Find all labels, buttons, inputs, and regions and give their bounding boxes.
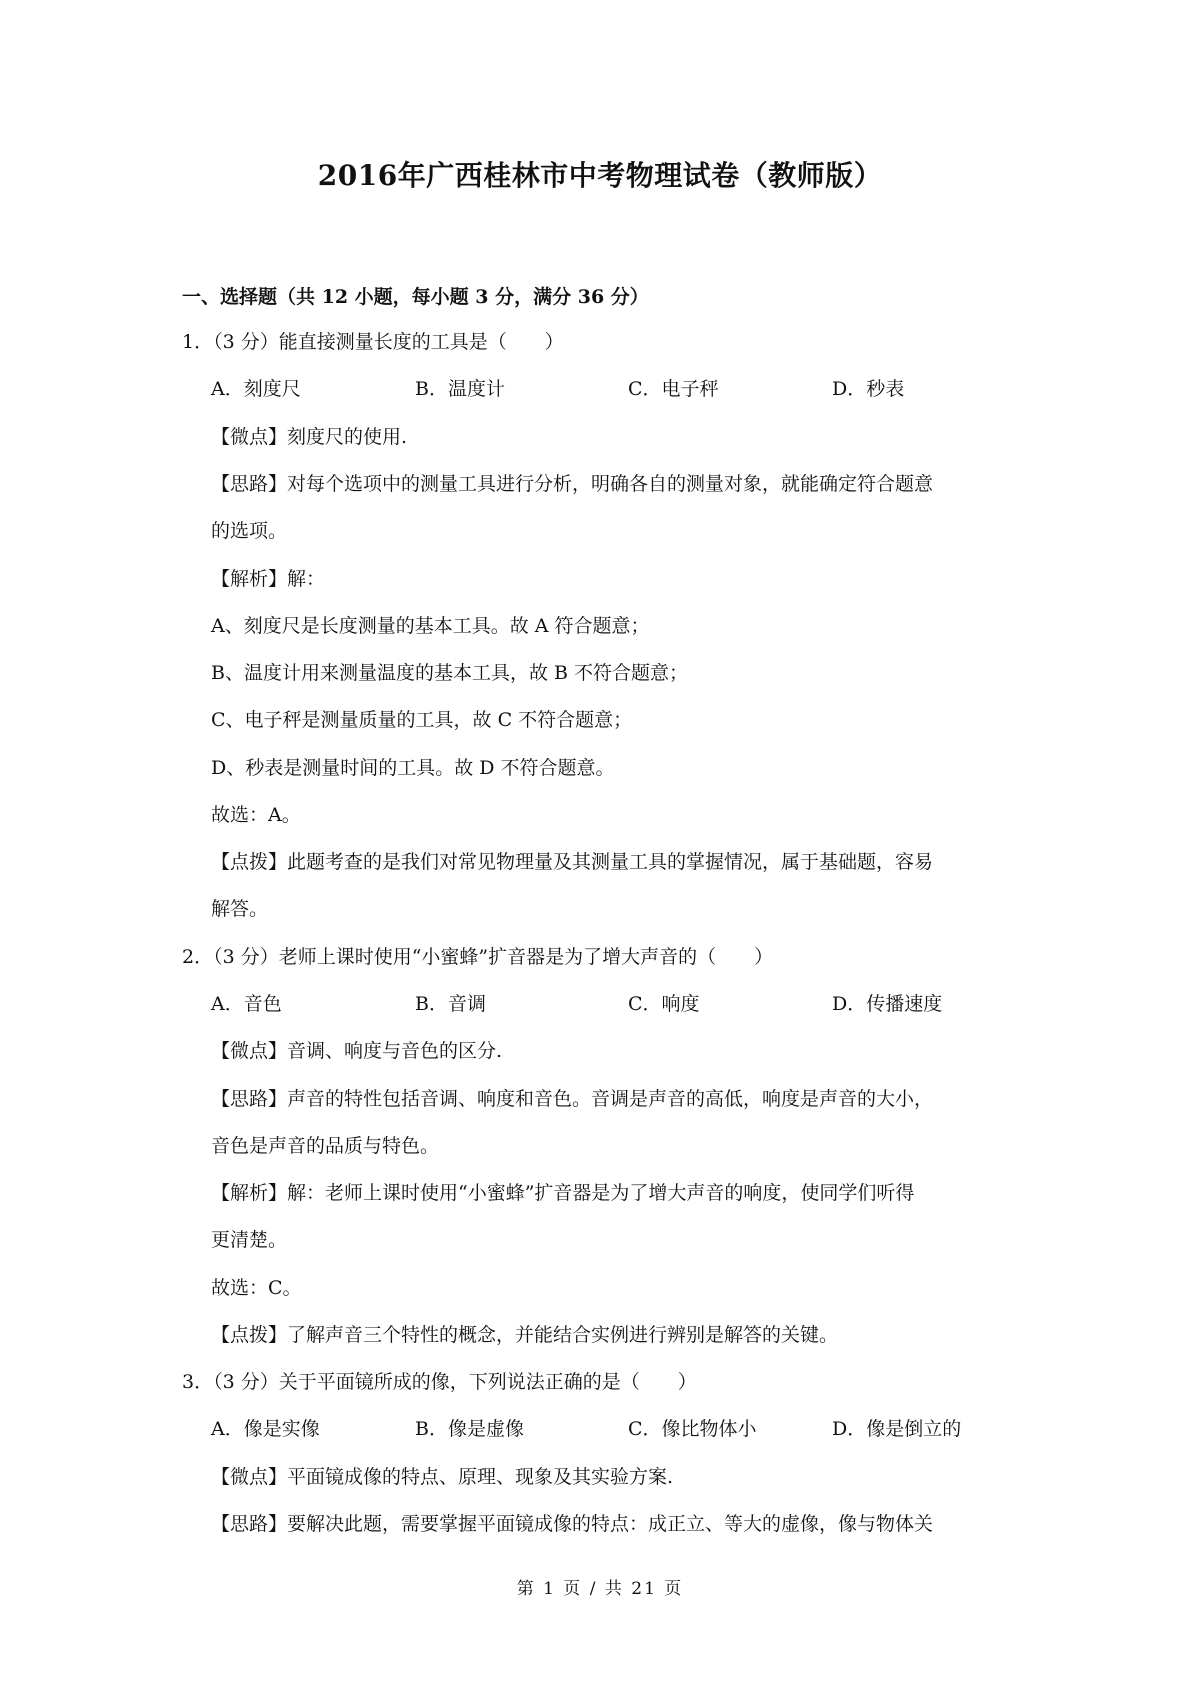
question-2-option-d: D．传播速度: [832, 993, 943, 1015]
question-3-silu-line-1: 【思路】要解决此题，需要掌握平面镜成像的特点：成正立、等大的虚像，像与物体关: [211, 1513, 934, 1535]
question-2-jiexi-line-2: 更清楚。: [211, 1229, 288, 1251]
question-2-silu-line-2: 音色是声音的品质与特色。: [211, 1135, 440, 1157]
question-3-option-c: C．像比物体小: [628, 1418, 757, 1440]
question-3-option-d: D．像是倒立的: [832, 1418, 962, 1440]
question-3-weidian: 【微点】平面镜成像的特点、原理、现象及其实验方案.: [211, 1466, 674, 1488]
question-1-jiexi-line-1: 【解析】解：: [211, 568, 326, 590]
question-1-silu-line-1: 【思路】对每个选项中的测量工具进行分析，明确各自的测量对象，就能确定符合题意: [211, 473, 934, 495]
question-1-silu-line-2: 的选项。: [211, 520, 288, 542]
question-1-dianbo-line-1: 【点拨】此题考查的是我们对常见物理量及其测量工具的掌握情况，属于基础题，容易: [211, 851, 934, 873]
question-1-option-c: C．电子秤: [628, 378, 719, 400]
document-title: 2016年广西桂林市中考物理试卷（教师版）: [317, 159, 883, 192]
question-1-jiexi-line-5: D、秒表是测量时间的工具。故 D 不符合题意。: [211, 757, 615, 779]
question-2-weidian: 【微点】音调、响度与音色的区分.: [211, 1040, 503, 1062]
question-1-option-d: D．秒表: [832, 378, 905, 400]
question-2-answer: 故选：C。: [211, 1277, 302, 1299]
question-2-option-c: C．响度: [628, 993, 700, 1015]
question-1-stem: 1．（3 分）能直接测量长度的工具是（ ）: [182, 331, 564, 353]
question-3-stem: 3．（3 分）关于平面镜所成的像，下列说法正确的是（ ）: [182, 1371, 697, 1393]
page-footer: 第 1 页 / 共 21 页: [516, 1579, 684, 1599]
question-1-jiexi-line-3: B、温度计用来测量温度的基本工具，故 B 不符合题意；: [211, 662, 689, 684]
question-1-option-a: A．刻度尺: [211, 378, 301, 400]
question-1-jiexi-line-4: C、电子秤是测量质量的工具，故 C 不符合题意；: [211, 709, 633, 731]
question-3-option-a: A．像是实像: [211, 1418, 320, 1440]
section-heading: 一、选择题（共 12 小题，每小题 3 分，满分 36 分）: [182, 286, 649, 308]
question-2-silu-line-1: 【思路】声音的特性包括音调、响度和音色。音调是声音的高低，响度是声音的大小，: [211, 1088, 934, 1110]
question-1-jiexi-line-2: A、刻度尺是长度测量的基本工具。故 A 符合题意；: [211, 615, 650, 637]
question-2-jiexi-line-1: 【解析】解：老师上课时使用“小蜜蜂”扩音器是为了增大声音的响度，使同学们听得: [211, 1182, 915, 1204]
question-2-dianbo: 【点拨】了解声音三个特性的概念，并能结合实例进行辨别是解答的关键。: [211, 1324, 839, 1346]
question-1-dianbo-line-2: 解答。: [211, 898, 269, 920]
question-2-option-b: B．音调: [415, 993, 486, 1015]
question-3-option-b: B．像是虚像: [415, 1418, 524, 1440]
question-1-option-b: B．温度计: [415, 378, 505, 400]
question-2-stem: 2．（3 分）老师上课时使用“小蜜蜂”扩音器是为了增大声音的（ ）: [182, 946, 774, 968]
question-2-option-a: A．音色: [211, 993, 282, 1015]
question-1-answer: 故选：A。: [211, 804, 301, 826]
question-1-weidian: 【微点】刻度尺的使用.: [211, 426, 408, 448]
